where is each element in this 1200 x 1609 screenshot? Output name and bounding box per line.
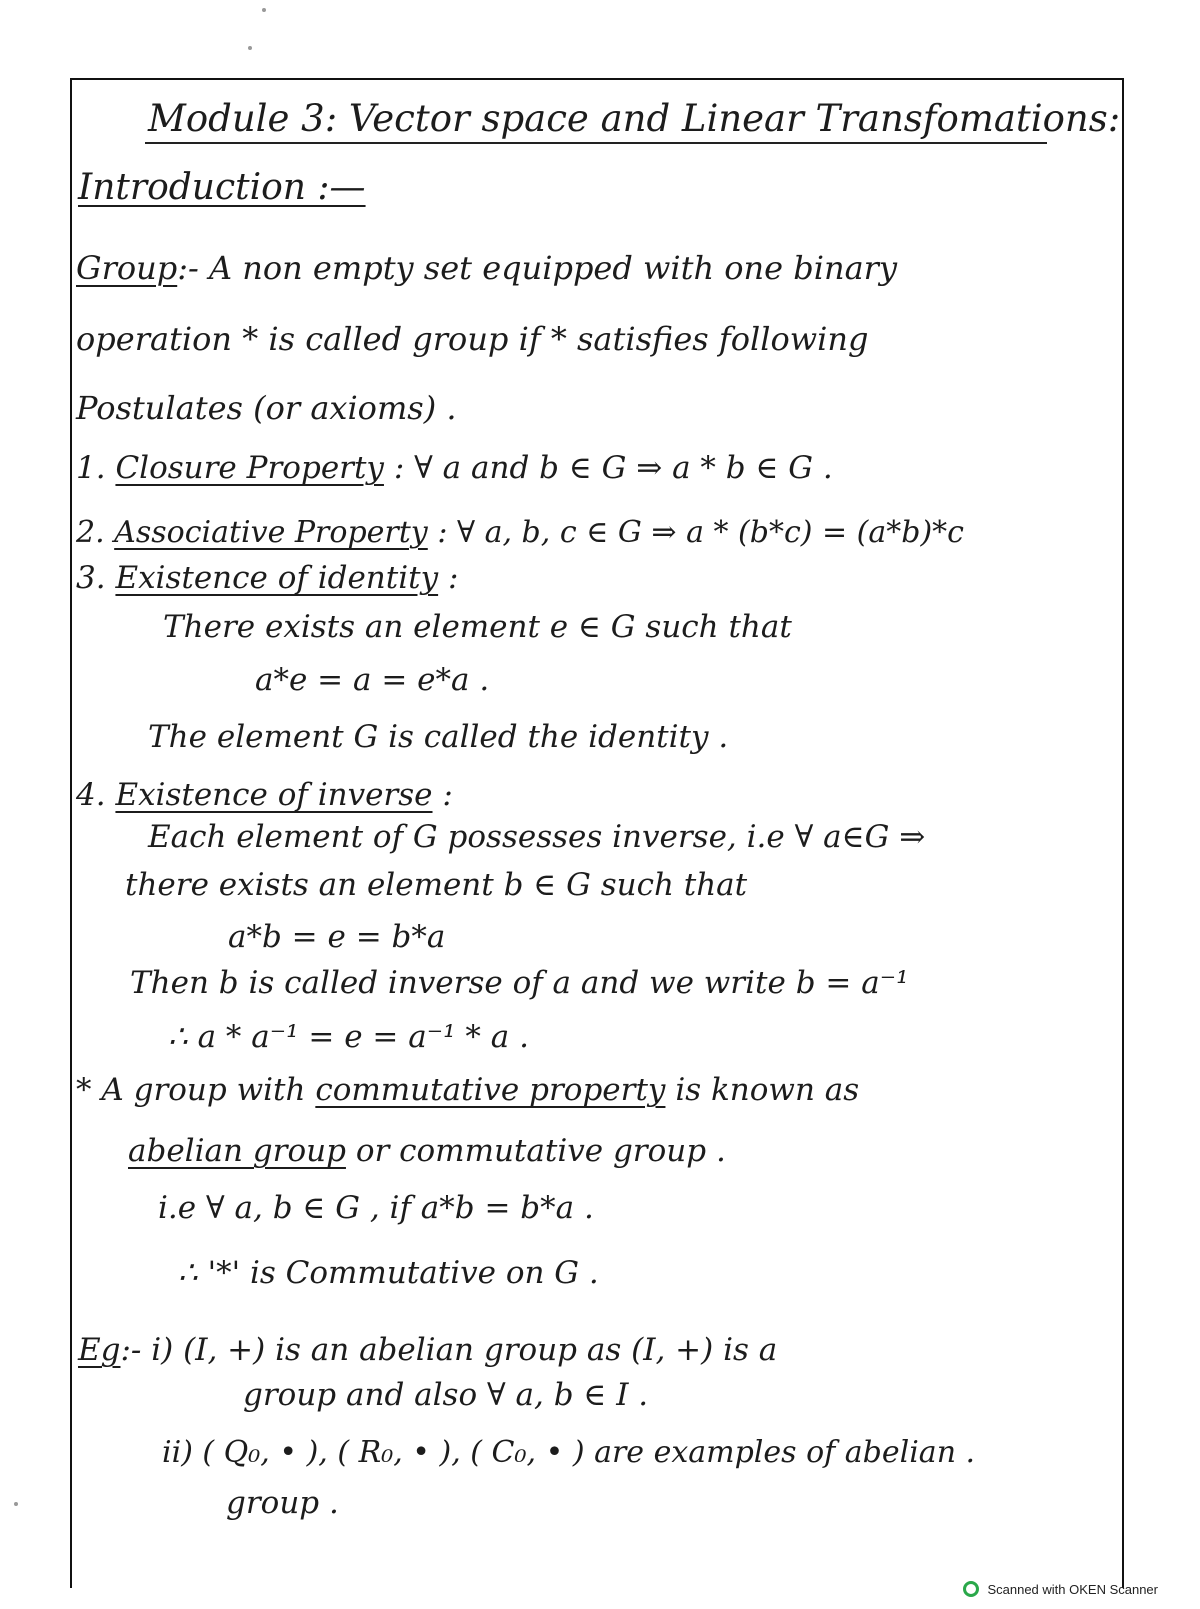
scanner-watermark (963, 1581, 1158, 1597)
postulate-name: Existence of inverse (115, 777, 433, 813)
postulate-name: Existence of identity (115, 560, 439, 596)
identity-line-1: There exists an element e ∈ G such that (163, 609, 792, 645)
example-line-2: group and also ∀ a, b ∈ I . (243, 1377, 649, 1413)
star-bullet: * (76, 1072, 92, 1108)
abelian-part-3: or commutative group . (355, 1133, 726, 1169)
postulate-inverse (76, 777, 453, 813)
inverse-line-4: Then b is called inverse of a and we write b = a⁻¹ (130, 965, 909, 1001)
example-line-3: ii) ( Q₀, • ), ( R₀, • ), ( C₀, • ) are examples of abelian . (162, 1435, 976, 1470)
postulate-closure (76, 450, 833, 486)
postulate-name: Closure Property (115, 450, 384, 486)
group-label: Group (76, 249, 178, 287)
group-definition-line-1 (76, 249, 898, 287)
group-definition-line-2: operation * is called group if * satisfies following (76, 320, 869, 358)
abelian-part-1: A group with (101, 1072, 306, 1108)
abelian-line-1 (76, 1072, 860, 1108)
scan-speck (248, 46, 252, 50)
abelian-conclusion: ∴ '*' is Commutative on G . (178, 1255, 599, 1291)
postulate-number: 2. (76, 515, 105, 550)
inverse-conclusion: ∴ a * a⁻¹ = e = a⁻¹ * a . (168, 1019, 529, 1055)
group-definition-line-3: Postulates (or axioms) . (76, 389, 457, 427)
group-def-text-1: :- A non empty set equipped with one binary (177, 249, 898, 287)
scan-speck (14, 1502, 18, 1506)
abelian-line-2 (128, 1133, 726, 1169)
postulate-text: : (442, 777, 453, 813)
page-title: Module 3: Vector space and Linear Transfomations: (148, 97, 1121, 140)
postulate-identity (76, 560, 459, 596)
postulate-name: Associative Property (114, 515, 428, 550)
abelian-group-term: abelian group (128, 1133, 346, 1169)
postulate-number: 3. (76, 560, 106, 596)
identity-line-3: The element G is called the identity . (148, 719, 729, 755)
postulate-associative (76, 515, 964, 550)
introduction-label: Introduction :— (78, 167, 366, 208)
postulate-text: : (447, 560, 459, 596)
example-line-1 (78, 1332, 778, 1368)
example-text-1: :- i) (I, +) is an abelian group as (I, +) is a (120, 1332, 778, 1368)
inverse-line-2: there exists an element b ∈ G such that (125, 867, 748, 903)
postulate-text: : ∀ a, b, c ∈ G ⇒ a * (b*c) = (a*b)*c (437, 515, 964, 550)
scanner-logo-icon (963, 1581, 979, 1597)
example-label: Eg (78, 1332, 121, 1368)
inverse-equation: a*b = e = b*a (228, 919, 446, 955)
section-heading-introduction (78, 167, 366, 208)
scan-speck (262, 8, 266, 12)
identity-equation: a*e = a = e*a . (255, 662, 490, 698)
postulate-text: : ∀ a and b ∈ G ⇒ a * b ∈ G . (393, 450, 833, 486)
abelian-part-2: is known as (675, 1072, 860, 1108)
commutative-property-term: commutative property (315, 1072, 666, 1108)
scanner-watermark-text: Scanned with OKEN Scanner (987, 1581, 1158, 1597)
postulate-number: 1. (76, 450, 106, 486)
example-line-4: group . (226, 1485, 339, 1521)
inverse-line-1: Each element of G possesses inverse, i.e ∀ a∈G ⇒ (148, 819, 926, 855)
abelian-condition: i.e ∀ a, b ∈ G , if a*b = b*a . (158, 1190, 594, 1226)
postulate-number: 4. (76, 777, 106, 813)
title-underline (145, 142, 1047, 144)
